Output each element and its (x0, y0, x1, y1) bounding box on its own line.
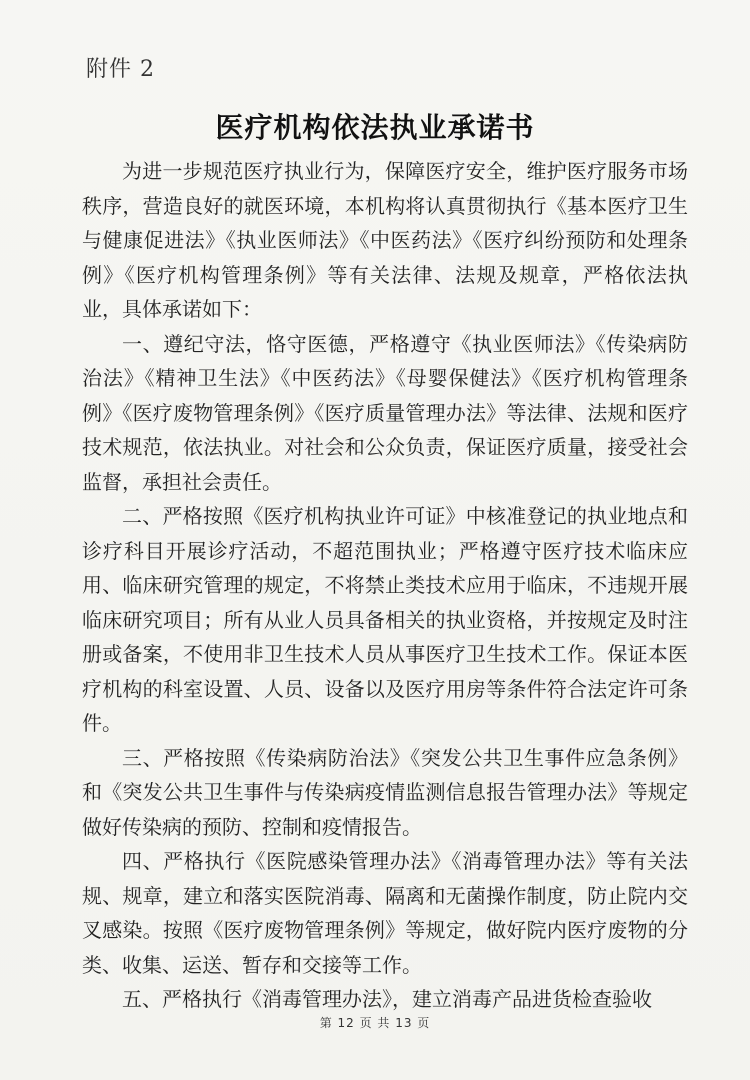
clause-3-paragraph: 三、严格按照《传染病防治法》《突发公共卫生事件应急条例》和《突发公共卫生事件与传染病疫情监测信息报告管理办法》等规定做好传染病的预防、控制和疫情报告。 (82, 745, 688, 839)
clause-5-paragraph: 五、严格执行《消毒管理办法》，建立消毒产品进货检查验收 (122, 987, 652, 1011)
intro-paragraph: 为进一步规范医疗执业行为，保障医疗安全，维护医疗服务市场秩序，营造良好的就医环境，本机构将认真贯彻执行《基本医疗卫生与健康促进法》《执业医师法》《中医药法》《医疗纠纷预防和处理条例》《医疗机构管理条例》等有关法律、法规及规章，严格依法执业，具体承诺如下： (82, 159, 688, 321)
clause-1-paragraph: 一、遵纪守法，恪守医德，严格遵守《执业医师法》《传染病防治法》《精神卫生法》《中医药法》《母婴保健法》《医疗机构管理条例》《医疗废物管理条例》《医疗质量管理办法》等法律、法规和医疗技术规范，依法执业。对社会和公众负责，保证医疗质量，接受社会监督，承担社会责任。 (82, 331, 688, 494)
document-body (82, 154, 688, 1017)
attachment-label: 附件 2 (86, 57, 155, 82)
page-number-footer: 第 12 页 共 13 页 (319, 1016, 431, 1030)
clause-4-paragraph: 四、严格执行《医院感染管理办法》《消毒管理办法》等有关法规、规章，建立和落实医院消毒、隔离和无菌操作制度，防止院内交叉感染。按照《医疗废物管理条例》等规定，做好院内医疗废物的分类、收集、运送、暂存和交接等工作。 (82, 849, 688, 977)
document-title: 医疗机构依法执业承诺书 (215, 111, 535, 144)
clause-2-paragraph: 二、严格按照《医疗机构执业许可证》中核准登记的执业地点和诊疗科目开展诊疗活动，不超范围执业；严格遵守医疗技术临床应用、临床研究管理的规定，不将禁止类技术应用于临床，不违规开展临床研究项目；所有从业人员具备相关的执业资格，并按规定及时注册或备案，不使用非卫生技术人员从事医疗卫生技术工作。保证本医疗机构的科室设置、人员、设备以及医疗用房等条件符合法定许可条件。 (82, 504, 688, 735)
